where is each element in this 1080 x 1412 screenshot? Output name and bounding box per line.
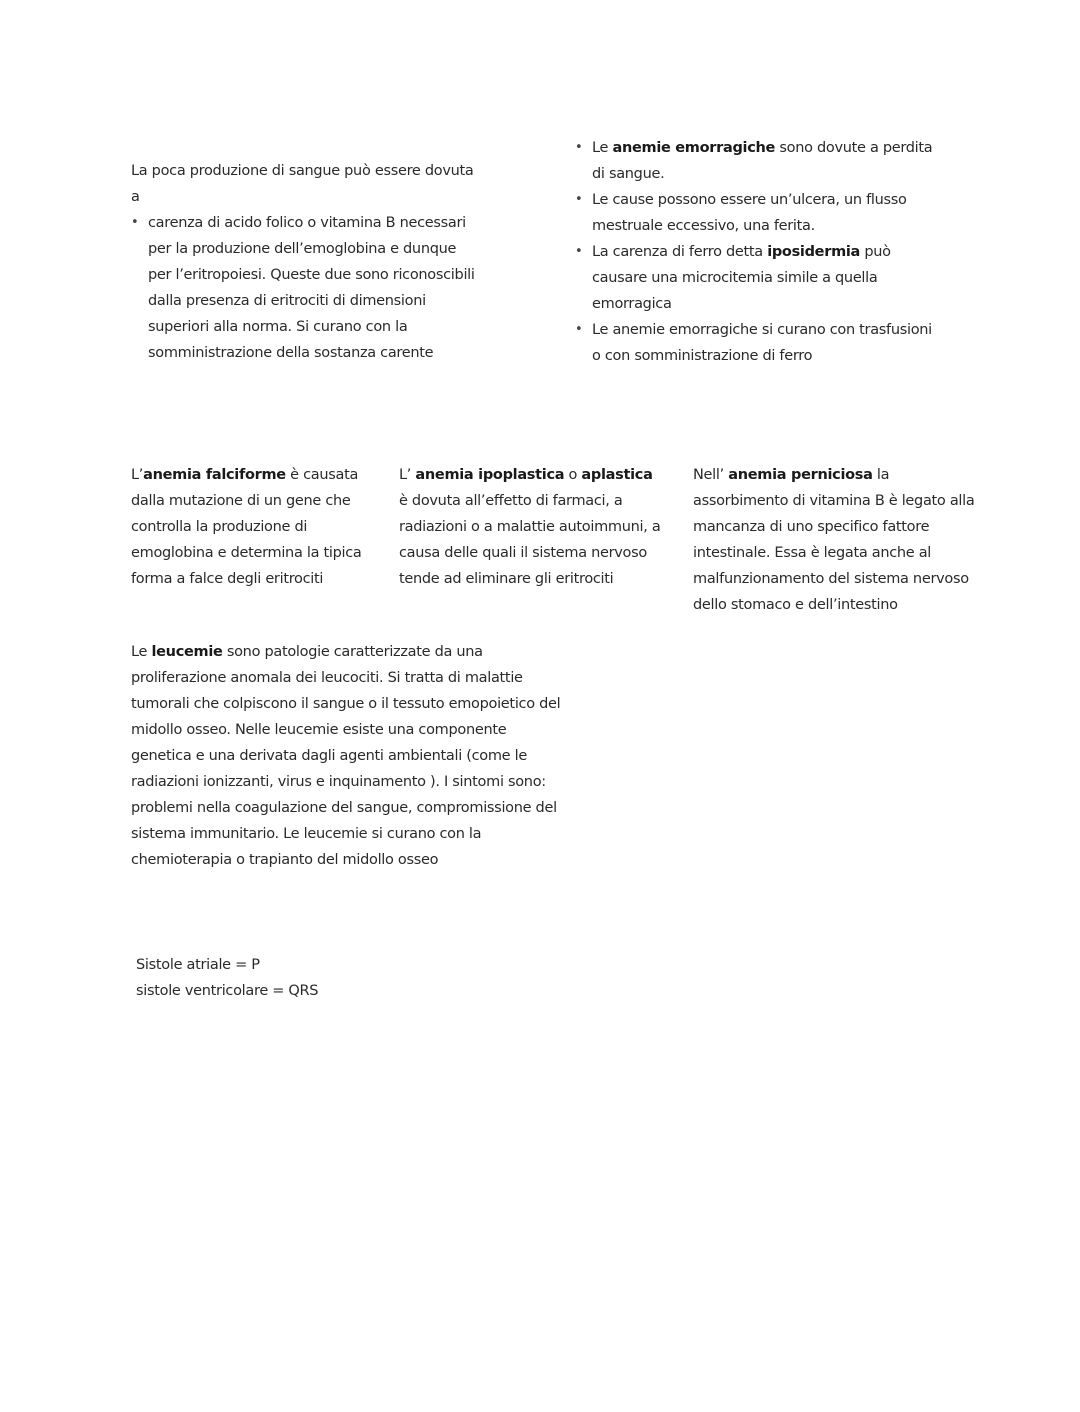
text-run: Nell’ bbox=[693, 467, 729, 483]
text-run: la assorbimento di vitamina B è legato alla mancanza di uno specifico fattore intestinale. Essa è legata anche al malfunzionamento del sistema nervoso dello stomaco e dell’intestino bbox=[693, 467, 975, 613]
text-run: La carenza di ferro detta bbox=[592, 244, 768, 260]
text-run: L’ bbox=[131, 467, 144, 483]
ecg-notes-block bbox=[136, 952, 336, 1004]
anemia-falciforme-block bbox=[131, 462, 379, 592]
list-item: • carenza di acido folico o vitamina B necessari per la produzione dell’emoglobina e dunque per l’eritropoiesi. Queste due sono riconoscibili dalla presenza di eritrociti di dimensioni superiori alla norma. Si curano con la somministrazione della sostanza carente bbox=[131, 210, 476, 366]
text-run: è causata dalla mutazione di un gene che controlla la produzione di emoglobina e determina la tipica forma a falce degli eritrociti bbox=[131, 467, 362, 587]
ecg-line-sistole-atriale: Sistole atriale = P bbox=[136, 957, 260, 973]
term-iposidermia: iposidermia bbox=[767, 244, 861, 260]
term-anemia-perniciosa: anemia perniciosa bbox=[728, 467, 873, 483]
anemia-perniciosa-block bbox=[693, 462, 988, 618]
term-leucemie: leucemie bbox=[151, 644, 223, 660]
poca-produzione-list bbox=[131, 210, 476, 366]
ecg-line-sistole-ventricolare: sistole ventricolare = QRS bbox=[136, 983, 319, 999]
list-item: • Le anemie emorragiche si curano con trasfusioni o con somministrazione di ferro bbox=[575, 317, 940, 369]
text-run: Le bbox=[592, 140, 613, 156]
list-item bbox=[575, 239, 940, 317]
text-run: sono patologie caratterizzate da una proliferazione anomala dei leucociti. Si tratta di malattie tumorali che colpiscono il sangue o il tessuto emopoietico del midollo osseo. Nelle leucemie esiste una componente genetica e una derivata dagli agenti ambientali (come le radiazioni ionizzanti, virus e inquinamento ). I sintomi sono: problemi nella coagulazione del sangue, compromissione del sistema immunitario. Le leucemie si curano con la chemioterapia o trapianto del midollo osseo bbox=[131, 644, 561, 868]
poca-produzione-intro: La poca produzione di sangue può essere dovuta a bbox=[131, 163, 474, 205]
anemia-perniciosa-paragraph bbox=[693, 462, 988, 618]
list-item bbox=[575, 135, 940, 187]
text-run: è dovuta all’effetto di farmaci, a radiazioni o a malattie autoimmuni, a causa delle quali il sistema nervoso tende ad eliminare gli eritrociti bbox=[399, 493, 661, 587]
anemie-emorragiche-list bbox=[575, 135, 940, 369]
anemie-emorragiche-block bbox=[575, 135, 940, 369]
text-run: Le bbox=[131, 644, 152, 660]
anemia-falciforme-paragraph bbox=[131, 462, 379, 592]
text-run: o bbox=[564, 467, 582, 483]
anemia-production-block bbox=[131, 158, 476, 366]
anemia-aplastica-block bbox=[399, 462, 664, 592]
term-anemia-falciforme: anemia falciforme bbox=[143, 467, 286, 483]
term-aplastica: aplastica bbox=[581, 467, 653, 483]
term-anemie-emorragiche: anemie emorragiche bbox=[612, 140, 776, 156]
anemia-aplastica-paragraph bbox=[399, 462, 664, 592]
text-run: L’ bbox=[399, 467, 416, 483]
list-item: • Le cause possono essere un’ulcera, un flusso mestruale eccessivo, una ferita. bbox=[575, 187, 940, 239]
leucemie-block bbox=[131, 639, 563, 873]
term-anemia-ipoplastica: anemia ipoplastica bbox=[415, 467, 565, 483]
leucemie-paragraph bbox=[131, 639, 563, 873]
text-run: può causare una microcitemia simile a quella emorragica bbox=[592, 244, 891, 312]
text-run: sono dovute a perdita di sangue. bbox=[592, 140, 933, 182]
